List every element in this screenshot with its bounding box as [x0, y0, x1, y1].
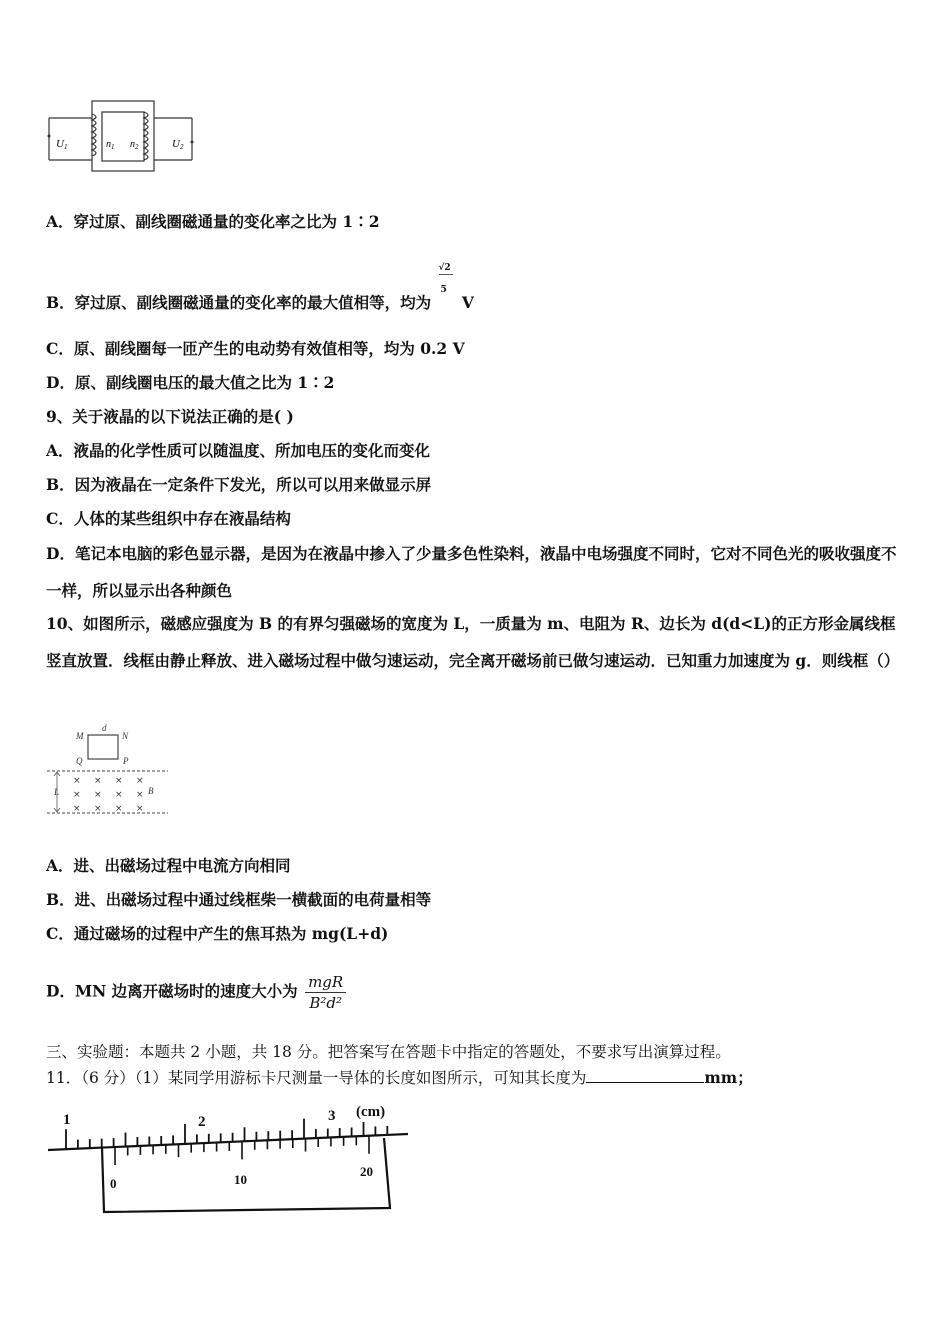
q10-option-b: B．进、出磁场过程中通过线框柴一横截面的电荷量相等	[46, 890, 432, 909]
vernier-0: 0	[110, 1176, 117, 1191]
q10-option-d	[46, 972, 346, 1013]
cross-r3c1: ×	[73, 804, 81, 814]
label-l: L	[54, 787, 60, 797]
cross-r2c2: ×	[94, 790, 102, 800]
q8-option-d: D．原、副线圈电压的最大值之比为 1∶2	[46, 373, 335, 392]
label-d: d	[102, 723, 107, 733]
q8-option-b	[46, 263, 474, 314]
main-scale-3: 3	[328, 1108, 336, 1124]
cross-r1c2: ×	[94, 776, 102, 786]
q9-option-b: B．因为液晶在一定条件下发光，所以可以用来做显示屏	[46, 475, 432, 494]
transformer-figure	[44, 98, 196, 176]
label-q: Q	[76, 756, 83, 766]
q10-d-numerator: mgR	[305, 972, 346, 993]
q9-option-a: A．液晶的化学性质可以随温度、所加电压的变化而变化	[46, 441, 431, 460]
cross-r3c3: ×	[115, 804, 123, 814]
cross-r1c1: ×	[73, 776, 81, 786]
vernier-10: 10	[234, 1172, 247, 1187]
cross-r2c4: ×	[136, 790, 144, 800]
q10-stem: 10、如图所示，磁感应强度为 B 的有界匀强磁场的宽度为 L，一质量为 m、电阻为 R、边长为 d(d<L)的正方形金属线框竖直放置．线框由静止释放、进入磁场过程中做匀速运动，完全离开磁场前已做匀速运动．已知重力加速度为 g．则线框（）	[46, 614, 900, 670]
q10-d-fraction	[305, 972, 346, 1013]
q11-text	[46, 1068, 753, 1088]
scale-unit: (cm)	[356, 1104, 386, 1120]
cross-r2c1: ×	[73, 790, 81, 800]
q9-stem: 9、关于液晶的以下说法正确的是( )	[46, 407, 294, 426]
q8-option-a: A．穿过原、副线圈磁通量的变化率之比为 1∶2	[46, 212, 380, 231]
cross-r1c3: ×	[115, 776, 123, 786]
q10-d-denominator: B²d²	[309, 994, 342, 1012]
cross-r1c4: ×	[136, 776, 144, 786]
q9-option-d: D．笔记本电脑的彩色显示器，是因为在液晶中掺入了少量多色性染料，液晶中电场强度不同时，它对不同色光的吸收强度不一样，所以显示出各种颜色	[46, 544, 897, 600]
label-m: M	[76, 731, 84, 741]
q11-unit: mm；	[704, 1068, 753, 1087]
cross-r2c3: ×	[115, 790, 123, 800]
main-scale-1: 1	[63, 1112, 71, 1128]
u2-label: U2	[172, 138, 184, 151]
q8-option-c: C．原、副线圈每一匝产生的电动势有效值相等，均为 0.2 V	[46, 339, 465, 358]
q8-b-fraction	[437, 258, 457, 298]
q8-option-b-text: B．穿过原、副线圈磁通量的变化率的最大值相等，均为	[46, 293, 432, 312]
vernier-caliper-figure	[44, 1096, 410, 1222]
q10-option-c: C．通过磁场的过程中产生的焦耳热为 mg(L+d)	[46, 924, 389, 943]
u1-label: U1	[56, 138, 68, 151]
section-3-heading: 三、实验题：本题共 2 小题，共 18 分。把答案写在答题卡中指定的答题处，不要求写出演算过程。	[46, 1043, 731, 1061]
label-b: B	[148, 786, 154, 796]
n2-label: $n_2$	[130, 139, 139, 151]
label-n: N	[122, 731, 129, 741]
label-p: P	[123, 756, 129, 766]
q9-option-c: C．人体的某些组织中存在液晶结构	[46, 509, 291, 528]
cross-r3c4: ×	[136, 804, 144, 814]
q8-b-unit: V	[461, 293, 474, 312]
q10-option-a: A．进、出磁场过程中电流方向相同	[46, 856, 291, 875]
q8-b-numerator: √2	[438, 263, 451, 273]
cross-r3c2: ×	[94, 804, 102, 814]
wire-frame	[88, 735, 118, 759]
q8-b-denominator: 5	[440, 285, 447, 295]
magnetic-field-figure	[44, 722, 172, 818]
main-scale-2: 2	[198, 1114, 206, 1130]
vernier-20: 20	[360, 1164, 373, 1179]
q11-answer-blank	[586, 1068, 704, 1083]
q10-option-d-text: D．MN 边离开磁场时的速度大小为	[46, 981, 298, 1001]
n1-label: $n_1$	[106, 139, 115, 151]
q11-question: 11．（6 分）（1）某同学用游标卡尺测量一导体的长度如图所示，可知其长度为	[46, 1069, 587, 1087]
